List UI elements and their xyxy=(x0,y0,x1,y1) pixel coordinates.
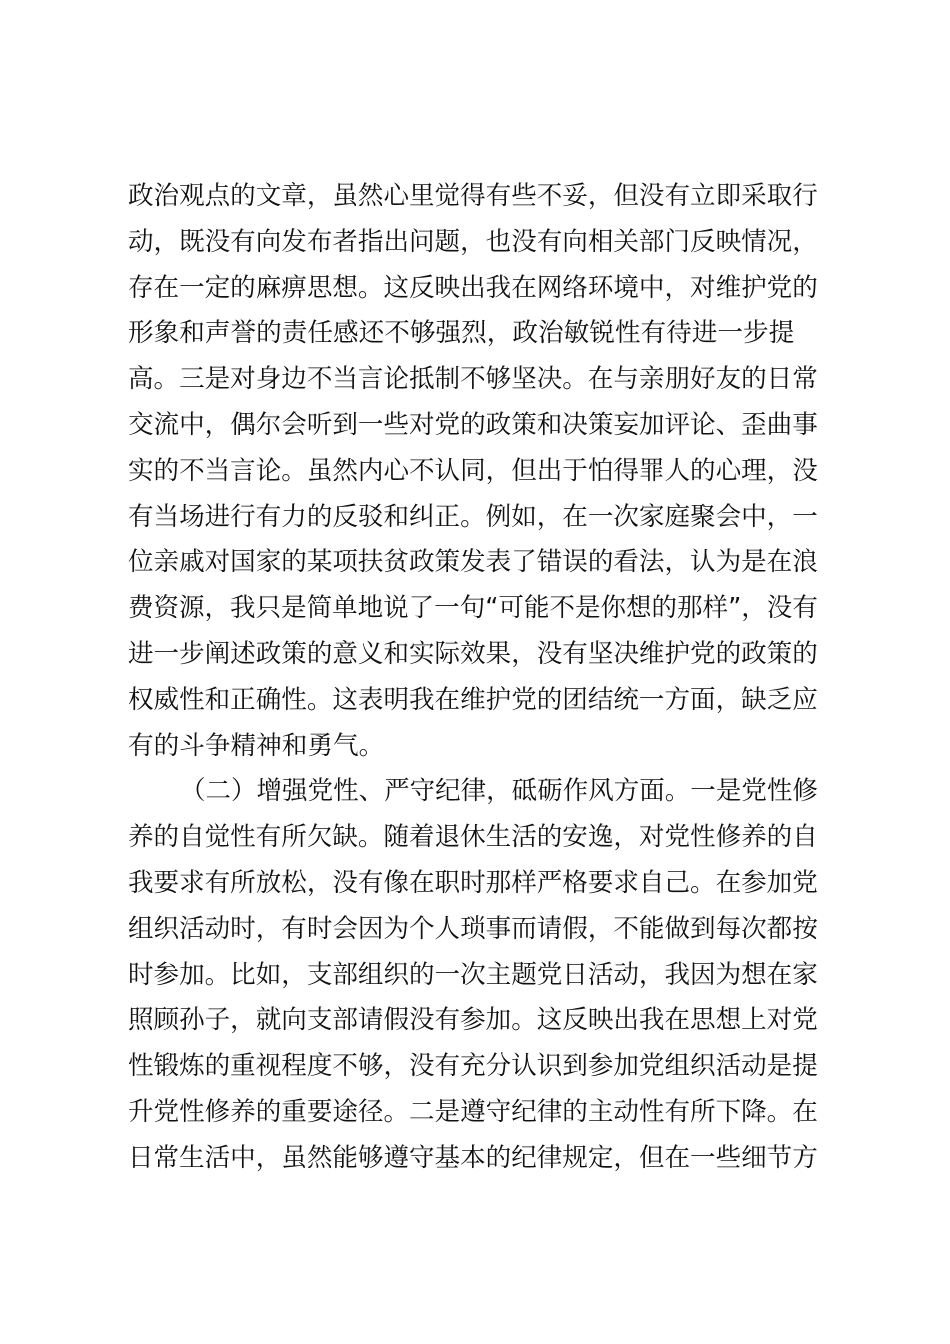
text-line: 存在一定的麻痹思想。这反映出我在网络环境中，对维护党的 xyxy=(128,272,818,303)
text-line: 进一步阐述政策的意义和实际效果，没有坚决维护党的政策的 xyxy=(128,638,818,669)
text-line: （二）增强党性、严守纪律，砥砺作风方面。一是党性修 xyxy=(180,776,818,807)
text-line: 日常生活中，虽然能够遵守基本的纪律规定，但在一些细节方 xyxy=(128,1142,818,1173)
text-line: 位亲戚对国家的某项扶贫政策发表了错误的看法，认为是在浪 xyxy=(128,547,818,578)
text-line: 组织活动时，有时会因为个人琐事而请假，不能做到每次都按 xyxy=(128,913,818,944)
text-line: 有当场进行有力的反驳和纠正。例如，在一次家庭聚会中，一 xyxy=(128,501,818,532)
text-line: 交流中，偶尔会听到一些对党的政策和决策妄加评论、歪曲事 xyxy=(128,409,818,440)
text-line: 动，既没有向发布者指出问题，也没有向相关部门反映情况， xyxy=(128,226,818,257)
text-line: 照顾孙子，就向支部请假没有参加。这反映出我在思想上对党 xyxy=(128,1005,818,1036)
text-line: 有的斗争精神和勇气。 xyxy=(128,730,385,761)
text-line: 升党性修养的重要途径。二是遵守纪律的主动性有所下降。在 xyxy=(128,1096,818,1127)
text-line: 实的不当言论。虽然内心不认同，但出于怕得罪人的心理，没 xyxy=(128,455,818,486)
text-line: 政治观点的文章，虽然心里觉得有些不妥，但没有立即采取行 xyxy=(128,181,818,211)
text-line: 性锻炼的重视程度不够，没有充分认识到参加党组织活动是提 xyxy=(128,1051,818,1082)
text-line: 权威性和正确性。这表明我在维护党的团结统一方面，缺乏应 xyxy=(128,684,818,715)
text-line: 费资源，我只是简单地说了一句“可能不是你想的那样”，没有 xyxy=(128,593,818,624)
text-line: 形象和声誉的责任感还不够强烈，政治敏锐性有待进一步提 xyxy=(128,318,795,349)
text-line: 高。三是对身边不当言论抵制不够坚决。在与亲朋好友的日常 xyxy=(128,364,818,395)
text-line: 养的自觉性有所欠缺。随着退休生活的安逸，对党性修养的自 xyxy=(128,822,818,853)
body-text xyxy=(128,174,828,1182)
text-line: 时参加。比如，支部组织的一次主题党日活动，我因为想在家 xyxy=(128,959,818,990)
text-line: 我要求有所放松，没有像在职时那样严格要求自己。在参加党 xyxy=(128,867,818,898)
